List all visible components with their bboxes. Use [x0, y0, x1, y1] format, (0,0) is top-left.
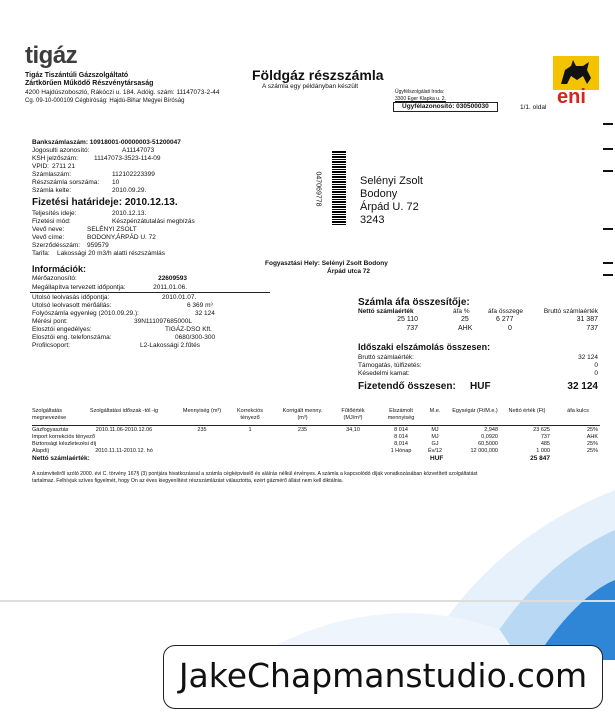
- items-col-header: Egységár (Ft/M.e.): [452, 408, 498, 414]
- items-row: [32, 434, 600, 441]
- items-header-row: [32, 408, 600, 424]
- items-cell: 737: [540, 434, 550, 440]
- row-value: Lakossági 20 m3/h alatti részszámlás: [57, 250, 166, 257]
- period-summary-heading: Időszaki elszámolás összesen:: [358, 342, 491, 352]
- vat-col-header: Bruttó számlaérték: [543, 308, 598, 315]
- items-col-header: Korrekciós tényező: [237, 408, 263, 421]
- row-label: Elosztói engedélyes:: [32, 326, 92, 333]
- items-cell: Alapdíj: [32, 448, 49, 454]
- margin-mark: [603, 262, 613, 264]
- company-subtitle: Zártkörűen Működő Részvénytársaság: [25, 80, 154, 87]
- items-col-header: Korrigált menny. (m³): [282, 408, 323, 421]
- vat-cell: 25: [461, 316, 469, 323]
- info-rows: [32, 294, 268, 350]
- info-row: [32, 147, 262, 155]
- info-row: [32, 326, 268, 334]
- row-value: SELÉNYI ZSOLT: [87, 226, 137, 233]
- period-row: [358, 362, 598, 370]
- left-info-rows: [32, 147, 262, 195]
- margin-mark: [603, 228, 613, 230]
- items-col-header: Nettó érték (Ft): [508, 408, 546, 414]
- items-col-header: Szolgáltatás megnevezése: [32, 408, 67, 421]
- tigaz-logo: tigáz: [25, 42, 78, 69]
- row-value: 959579: [87, 242, 109, 249]
- period-row: [358, 354, 598, 362]
- period-row: [358, 370, 598, 378]
- row-value: 0: [594, 362, 598, 369]
- vat-col-header: áfa %: [453, 308, 470, 315]
- items-cell: 1 Hónap: [390, 448, 412, 454]
- consumption-place-street: Árpád utca 72: [327, 268, 370, 275]
- vat-cell: 31 387: [576, 316, 598, 323]
- page-number: 1/1. oldal: [520, 104, 547, 111]
- next-reading-row: [32, 284, 187, 292]
- items-cell: 0,0920: [481, 434, 498, 440]
- watermark-text: JakeChapmanstudio.com: [178, 656, 588, 695]
- row-label: Vevő címe:: [32, 234, 65, 241]
- amount-due: [358, 381, 598, 392]
- recipient-zip: 3243: [360, 214, 385, 226]
- row-label: Elosztói eng. telefonszáma:: [32, 334, 112, 341]
- info-row: [32, 242, 262, 250]
- items-cell: Import korrekciós tényező: [32, 434, 95, 440]
- row-value: 112102223399: [112, 171, 155, 178]
- info-divider: [30, 292, 270, 293]
- items-cell: AHK: [586, 434, 598, 440]
- row-value: 11147073-3523-114-09: [94, 155, 161, 162]
- row-label: Számlaszám:: [32, 171, 72, 178]
- row-label: Szerződésszám:: [32, 242, 81, 249]
- net-total-value: 25 847: [530, 455, 550, 462]
- net-total-label: Nettó számlaérték:: [32, 455, 90, 462]
- items-cell: 1: [248, 427, 252, 433]
- info-row: [32, 155, 262, 163]
- info-row: [32, 250, 262, 258]
- items-rows: [32, 427, 600, 455]
- next-reading-label: Megállapítva tervezett időpontja:: [32, 284, 126, 291]
- row-label: Folyószámla egyenleg (2010.09.29.):: [32, 310, 139, 317]
- row-label: Fizetési mód:: [32, 218, 71, 225]
- items-row: [32, 427, 600, 434]
- barcode-number: 047069778: [314, 171, 322, 207]
- info-row: [32, 226, 262, 234]
- row-label: Vevő neve:: [32, 226, 65, 233]
- info-row: [32, 210, 262, 218]
- office-label: Ügyfélszolgálati Iroda:: [395, 89, 445, 95]
- row-value: L2-Lakossági 2.fűtés: [140, 342, 200, 349]
- items-cell: 25%: [586, 448, 598, 454]
- info-row: [32, 234, 262, 242]
- left-info-rows-2: [32, 210, 262, 258]
- info-row: [32, 302, 268, 310]
- items-cell: 1 000: [536, 448, 550, 454]
- row-value: 32 124: [195, 310, 215, 317]
- row-value: 10: [112, 179, 120, 186]
- info-row: [32, 171, 262, 179]
- items-col-header: Szolgáltatási időszak -tól -ig: [89, 408, 159, 414]
- items-cell: 8,014: [394, 441, 408, 447]
- margin-mark: [603, 148, 613, 150]
- row-label: Jogosulti azonosító:: [32, 147, 90, 154]
- margin-mark: [603, 274, 613, 276]
- company-registry: Cg. 09-10-000109 Cégbíróság: Hajdú-Bihar Megyei Bíróság: [25, 98, 185, 104]
- consumption-place: Fogyasztási Hely: Selényi Zsolt Bodony: [265, 260, 388, 267]
- vat-header-row: [358, 308, 598, 316]
- items-cell: Biztonsági készletezési díj: [32, 441, 97, 447]
- items-cell: 25%: [586, 427, 598, 433]
- items-cell: 23 625: [533, 427, 550, 433]
- row-value: 39N111097685000L: [134, 318, 192, 325]
- row-label: Mérési pont:: [32, 318, 68, 325]
- vat-cell: 25 110: [397, 316, 418, 323]
- row-label: Teljesítés ideje:: [32, 210, 77, 217]
- recipient-block: [360, 175, 423, 227]
- items-col-header: áfa kulcs: [567, 408, 589, 414]
- row-value: 32 124: [578, 354, 598, 361]
- items-table: [32, 408, 600, 463]
- footnote: [32, 471, 592, 485]
- items-col-header: Fűtőérték (MJ/m³): [341, 408, 365, 421]
- items-cell: 34,10: [346, 427, 360, 433]
- row-label: Bruttó számlaérték:: [358, 354, 414, 361]
- items-cell: 235: [197, 427, 207, 433]
- vat-col-header: Nettó számlaérték: [358, 308, 414, 315]
- row-value: 2010.09.29.: [112, 187, 147, 194]
- items-cell: GJ: [431, 441, 439, 447]
- row-label: Támogatás, túlfizetés:: [358, 362, 422, 369]
- due-value: 2010.12.13.: [124, 197, 178, 208]
- row-label: Részszámla sorszáma:: [32, 179, 100, 186]
- items-cell: 8 014: [394, 434, 408, 440]
- vat-summary-heading: Számla áfa összesítője:: [358, 297, 470, 308]
- row-value: 2010.12.13.: [112, 210, 147, 217]
- meter-row: [32, 275, 187, 283]
- eni-logo: [553, 56, 599, 106]
- row-label: Számla kelte:: [32, 187, 72, 194]
- recipient-city: Bodony: [360, 188, 398, 200]
- vat-cell: AHK: [458, 325, 473, 332]
- eni-wordmark: eni: [557, 86, 586, 108]
- items-cell: 485: [540, 441, 550, 447]
- info-row: [32, 187, 262, 195]
- vat-row: [358, 316, 598, 325]
- items-cell: MJ: [431, 427, 439, 433]
- row-label: Késedelmi kamat:: [358, 370, 410, 377]
- items-cell: 235: [297, 427, 308, 433]
- info-heading: Információk:: [32, 264, 87, 274]
- amount-due-value: 32 124: [567, 381, 598, 392]
- items-col-header: Mennyiség (m³): [182, 408, 222, 414]
- items-col-header: M.e.: [429, 408, 441, 414]
- office-address: 3300 Eger Klapka u. 2.: [395, 96, 446, 102]
- items-row: [32, 448, 600, 455]
- info-row: [32, 218, 262, 226]
- info-row: [32, 179, 262, 187]
- meter-value: 22609593: [158, 275, 187, 282]
- items-cell: 8 014: [394, 427, 408, 433]
- info-row: [32, 318, 268, 326]
- vat-cell: 0: [508, 325, 512, 332]
- amount-due-currency: HUF: [470, 381, 491, 392]
- net-total-row: [32, 455, 600, 463]
- info-row: [32, 310, 268, 318]
- vat-summary-table: [358, 308, 598, 334]
- amount-due-label: Fizetendő összesen:: [358, 381, 456, 392]
- items-col-header: Elszámolt mennyiség: [387, 408, 415, 421]
- company-address: 4200 Hajdúszoboszló, Rákóczi u. 184. Adóig. szám: 11147073-2-44: [25, 89, 220, 96]
- vat-cell: 6 277: [496, 316, 514, 323]
- info-row: [32, 342, 268, 350]
- items-cell: Gázfogyasztás: [32, 427, 69, 433]
- row-label: Utolsó leolvasás időpontja:: [32, 294, 110, 301]
- row-label: VPID:: [32, 163, 49, 170]
- row-label: Tarifa:: [32, 250, 50, 257]
- row-label: KSH jelzőszám:: [32, 155, 78, 162]
- info-row: [32, 334, 268, 342]
- margin-mark: [603, 123, 613, 125]
- row-value: TIGÁZ-DSO Kft.: [165, 326, 212, 333]
- items-row: [32, 441, 600, 448]
- items-cell: 2010.11.06-2010.12.06: [95, 427, 153, 433]
- info-row: [32, 294, 268, 302]
- vat-cell: 737: [586, 325, 598, 332]
- vat-col-header: áfa összege: [488, 308, 524, 315]
- recipient-street: Árpád U. 72: [360, 201, 419, 213]
- row-value: 2010.01.07.: [162, 294, 197, 301]
- invoice-subtitle: A számla egy példányban készült: [262, 83, 359, 90]
- row-value: 0680/300-300: [175, 334, 216, 341]
- footnote-line: A számviteliről szóló 2000. évi C. törvény 167§ (3) pontjára hivatkozással a számla cégképviselő és aláírás nélkül érvényes. A számla a kapcsolódó díjak vonatkozásában közvetített szolgáltatást: [32, 471, 478, 477]
- due-label: Fizetési határideje:: [32, 197, 123, 208]
- row-value: 6 369 m³: [187, 302, 213, 309]
- next-reading-value: 2011.01.06.: [153, 284, 187, 291]
- row-value: 2711 21: [52, 163, 76, 170]
- row-label: Utolsó leolvasott mérőállás:: [32, 302, 112, 309]
- meter-label: Mérőazonosító:: [32, 275, 77, 282]
- due-date: [32, 197, 178, 208]
- watermark-box: [163, 645, 603, 709]
- info-row: [32, 163, 262, 171]
- customer-id: Ügyfélazonosító: 030500030: [393, 102, 498, 112]
- recipient-name: Selényi Zsolt: [360, 175, 423, 187]
- row-label: Profilcsoport:: [32, 342, 70, 349]
- footnote-line: tartalmaz. Felhívjuk szíves figyelmét, hogy Ön az éves kiegyenlítést részszámlázást választotta, ezért gázmérő állást nem kell diktálnia.: [32, 478, 344, 484]
- items-divider: [32, 425, 600, 426]
- row-value: BODONY,ÁRPÁD U. 72: [87, 234, 156, 241]
- period-summary-rows: [358, 354, 598, 378]
- bank-account: Bankszámlaszám: 10918001-00000003-51200047: [32, 139, 181, 146]
- page-edge: [0, 600, 615, 602]
- items-cell: 60,5000: [478, 441, 498, 447]
- vat-cell: 737: [406, 325, 418, 332]
- decorative-wave-background: [0, 430, 615, 660]
- items-cell: 2010.11.11-2010.12. hó: [95, 448, 153, 454]
- items-cell: 25%: [586, 441, 598, 447]
- company-name: Tigáz Tiszántúli Gázszolgáltató: [25, 72, 129, 79]
- items-cell: MJ: [431, 434, 439, 440]
- row-value: A11147073: [122, 147, 155, 154]
- items-cell: 12 000,000: [470, 448, 498, 454]
- row-value: Készpénzátutalási megbízás: [112, 218, 195, 225]
- net-total-currency: HUF: [430, 455, 444, 462]
- barcode: [332, 150, 346, 225]
- margin-mark: [603, 170, 613, 172]
- vat-row: [358, 325, 598, 334]
- items-cell: Év/12: [427, 448, 443, 454]
- items-cell: 2,948: [484, 427, 498, 433]
- invoice-title: Földgáz részszámla: [252, 67, 384, 83]
- row-value: 0: [594, 370, 598, 377]
